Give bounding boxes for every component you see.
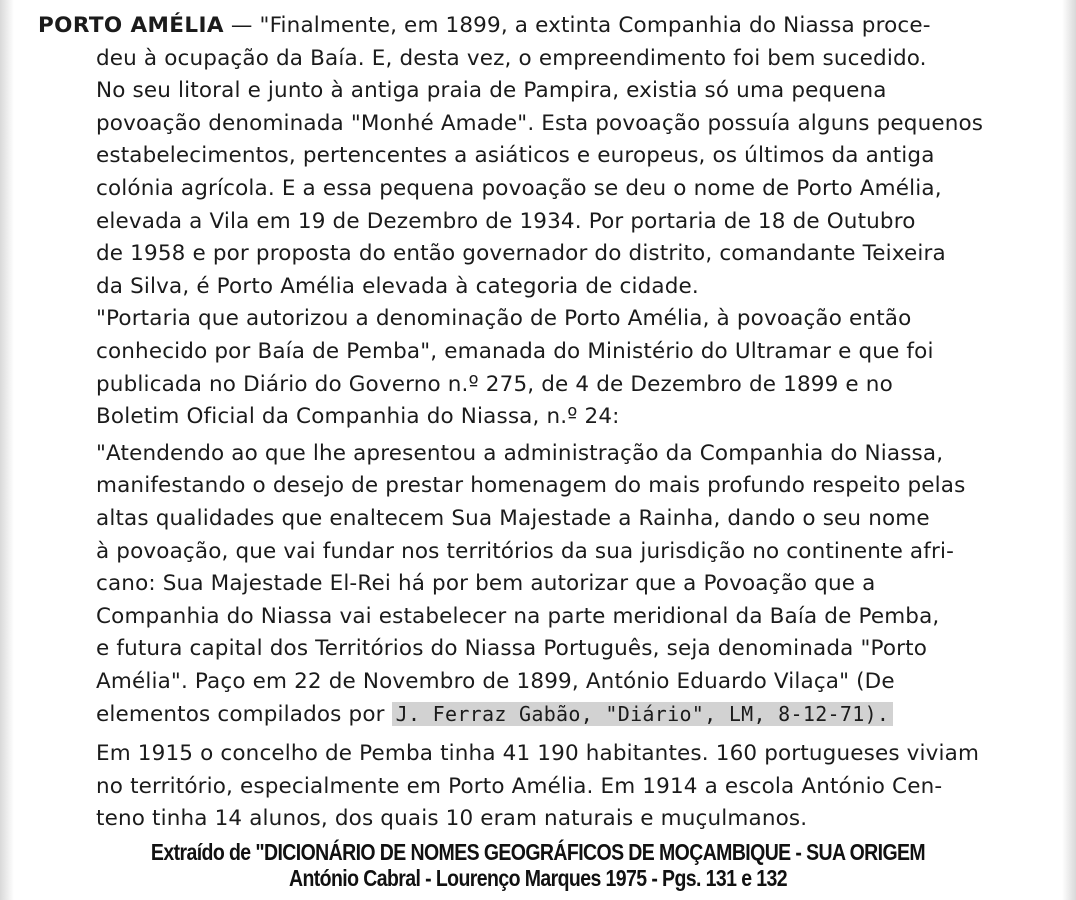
quote-paragraph: [38, 438, 1028, 732]
text-line: Companhia do Niassa vai estabelecer na parte meridional da Baía de Pemba,: [96, 603, 940, 629]
entry-paragraph: [38, 10, 1028, 303]
document-page: [38, 10, 1028, 836]
text-line-prefix: elementos compilados por: [96, 702, 392, 728]
scan-right-edge-shadow: [1062, 0, 1076, 900]
quote-last-line: [38, 698, 1028, 732]
text-line: de 1958 e por proposta do então governador do distrito, comandante Teixeira: [96, 241, 946, 267]
text-line: e futura capital dos Territórios do Niassa Português, seja denominada "Porto: [96, 636, 928, 662]
text-line: "Portaria que autorizou a denominação de Porto Amélia, à povoação então: [96, 306, 912, 332]
entry-dash: —: [223, 13, 260, 38]
text-line: cano: Sua Majestade El-Rei há por bem autorizar que a Povoação que a: [96, 571, 876, 597]
text-line: Amélia". Paço em 22 de Novembro de 1899, António Eduardo Vilaça" (De: [96, 668, 895, 694]
entry-heading: PORTO AMÉLIA: [38, 13, 224, 38]
text-line: colónia agrícola. E a essa pequena povoação se deu o nome de Porto Amélia,: [96, 175, 942, 201]
source-highlight: J. Ferraz Gabão, "Diário", LM, 8-12-71).: [392, 702, 894, 726]
text-line: teno tinha 14 alunos, dos quais 10 eram naturais e muçulmanos.: [96, 806, 808, 832]
text-line: No seu litoral e junto à antiga praia de Pampira, existia só uma pequena: [96, 78, 887, 104]
population-paragraph: [38, 738, 1028, 836]
text-line: à povoação, que vai fundar nos territórios da sua jurisdição no continente afri-: [96, 538, 954, 564]
scan-left-edge-shadow: [0, 0, 14, 900]
source-caption-line-1: Extraído de "DICIONÁRIO DE NOMES GEOGRÁFICOS DE MOÇAMBIQUE - SUA ORIGEM: [150, 840, 926, 866]
text-line: Boletim Oficial da Companhia do Niassa, n.º 24:: [96, 404, 620, 430]
text-line: da Silva, é Porto Amélia elevada à categoria de cidade.: [96, 273, 699, 299]
text-line: conhecido por Baía de Pemba", emanada do Ministério do Ultramar e que foi: [96, 338, 934, 364]
text-line: povoação denominada "Monhé Amade". Esta povoação possuía alguns pequenos: [96, 110, 984, 136]
text-line: altas qualidades que enaltecem Sua Majestade a Rainha, dando o seu nome: [96, 505, 930, 531]
text-line: deu à ocupação da Baía. E, desta vez, o empreendimento foi bem sucedido.: [96, 45, 927, 71]
portaria-paragraph: [38, 303, 1028, 433]
text-line: "Atendendo ao que lhe apresentou a administração da Companhia do Niassa,: [96, 440, 944, 466]
entry-first-line-text: "Finalmente, em 1899, a extinta Companhia do Niassa proce-: [259, 13, 931, 38]
text-line: manifestando o desejo de prestar homenagem do mais profundo respeito pelas: [96, 473, 966, 499]
text-line: publicada no Diário do Governo n.º 275, de 4 de Dezembro de 1899 e no: [96, 371, 893, 397]
text-line: estabelecimentos, pertencentes a asiáticos e europeus, os últimos da antiga: [96, 143, 935, 169]
entry-first-line: [38, 10, 1028, 43]
source-caption-line-2: António Cabral - Lourenço Marques 1975 - Pgs. 131 e 132: [289, 866, 787, 892]
text-line: elevada a Vila em 19 de Dezembro de 1934. Por portaria de 18 de Outubro: [96, 208, 916, 234]
text-line: no território, especialmente em Porto Amélia. Em 1914 a escola António Cen-: [96, 773, 943, 799]
text-line: Em 1915 o concelho de Pemba tinha 41 190 habitantes. 160 portugueses viviam: [96, 741, 980, 767]
